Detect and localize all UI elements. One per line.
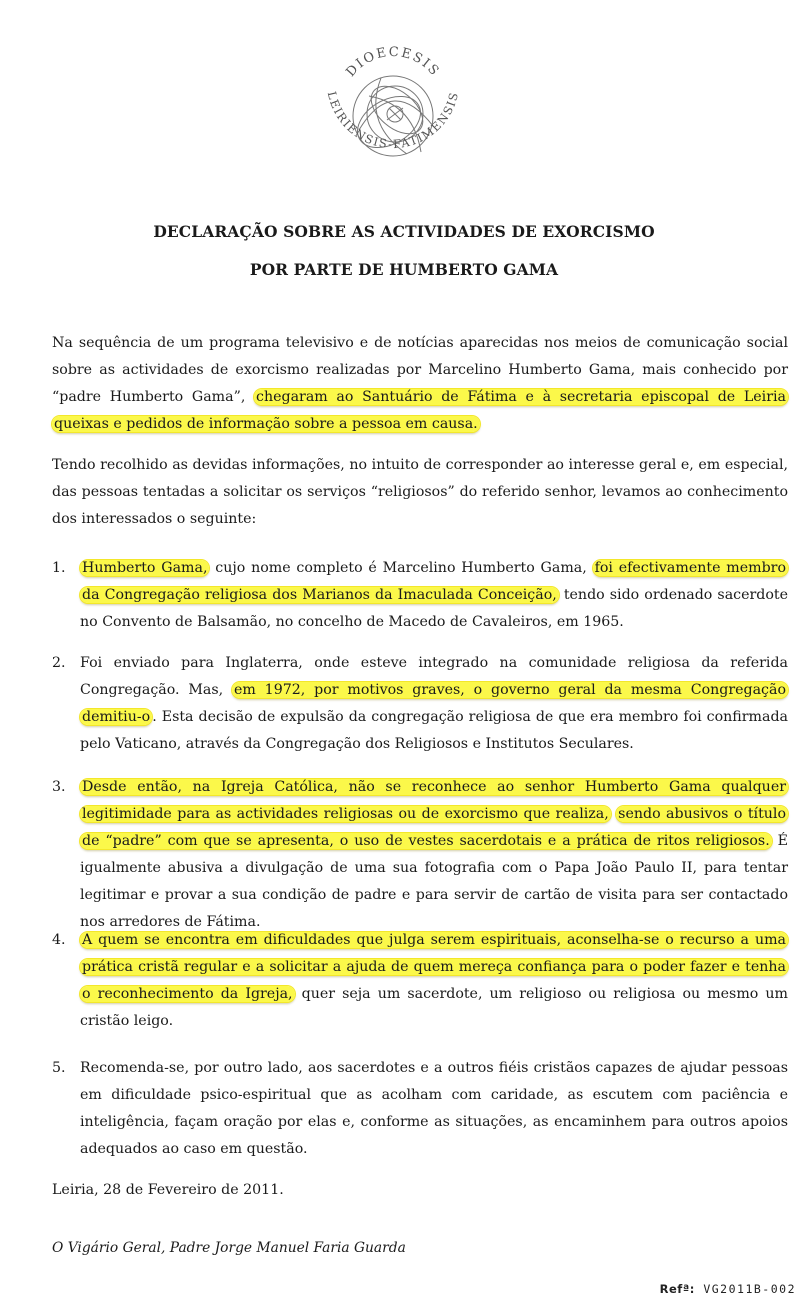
list-item-5	[52, 1055, 788, 1163]
title-line-1: DECLARAÇÃO SOBRE AS ACTIVIDADES DE EXORCISMO	[153, 222, 655, 241]
item-number: 5.	[52, 1060, 66, 1076]
list-item-4	[52, 927, 788, 1035]
highlighted-text: sendo abusivos o título de “padre” com que se apresenta, o uso de vestes sacerdotais e a prática de ritos religiosos.	[82, 806, 786, 849]
intro-text: Na sequência de um programa televisivo e de notícias aparecidas nos meios de comunicação social sobre as actividades de exorcismo realizadas por Marcelino Humberto Gama, mais conhecido por “padre Humberto Gama”,	[52, 335, 788, 405]
item-text: tendo sido ordenado sacerdote no Convento de Balsamão, no concelho de Macedo de Cavaleiros, em 1965.	[80, 587, 788, 630]
svg-text:DIOECESIS	[343, 45, 442, 80]
item-number: 1.	[52, 560, 66, 576]
highlighted-text: Desde então, na Igreja Católica, não se reconhece ao senhor Humberto Gama qualquer legitimidade para as actividades religiosas ou de exorcismo que realiza,	[82, 779, 786, 822]
place-date: Leiria, 28 de Fevereiro de 2011.	[52, 1182, 284, 1198]
item-text: . Esta decisão de expulsão da congregação religiosa de que era membro foi confirmada pelo Vaticano, através da Congregação dos Religiosos e Institutos Seculares.	[80, 709, 788, 752]
reference-code	[660, 1282, 796, 1296]
list-item-3	[52, 774, 788, 936]
reference-value: VG2011B-002	[703, 1282, 796, 1296]
list-item-2	[52, 650, 788, 758]
item-text: quer seja um sacerdote, um religioso ou religiosa ou mesmo um cristão leigo.	[80, 986, 788, 1029]
signature-line: O Vigário Geral, Padre Jorge Manuel Faria Guarda	[52, 1240, 406, 1256]
seal-bottom-text: LEIRIENSIS-FATIMENSIS	[324, 89, 462, 152]
item-text: Foi enviado para Inglaterra, onde esteve integrado na comunidade religiosa da referida Congregação. Mas,	[80, 655, 788, 698]
reference-label: Refª:	[659, 1282, 695, 1296]
highlighted-text: Humberto Gama,	[82, 560, 208, 576]
highlighted-text: A quem se encontra em dificuldades que julga serem espirituais, aconselha-se o recurso a uma prática cristã regular e a solicitar a ajuda de quem mereça confiança para o poder fazer e tenha o reconhecimento da Igreja,	[82, 932, 786, 1002]
item-text: Recomenda-se, por outro lado, aos sacerdotes e a outros fiéis cristãos capazes de ajudar pessoas em dificuldade psico-espiritual que as acolham com caridade, as escutem com paciência e inteligência, façam oração por elas e, conforme as situações, as encaminhem para outros apoios adequados ao caso em questão.	[80, 1060, 788, 1157]
item-number: 2.	[52, 655, 66, 671]
list-item-1	[52, 555, 788, 636]
seal-top-text: DIOECESIS	[343, 44, 443, 80]
svg-text:LEIRIENSIS-FATIMENSIS	[325, 90, 461, 151]
highlighted-text: chegaram ao Santuário de Fátima e à secretaria episcopal de Leiria queixas e pedidos de informação sobre a pessoa em causa.	[54, 389, 786, 432]
intro-paragraph-2: Tendo recolhido as devidas informações, no intuito de corresponder ao interesse geral e, em especial, das pessoas tentadas a solicitar os serviços “religiosos” do referido senhor, levamos ao conhecimento dos interessados o seguinte:	[52, 457, 788, 527]
item-number: 4.	[52, 932, 66, 948]
seal-emblem-icon	[323, 34, 463, 186]
item-text: É igualmente abusiva a divulgação de uma sua fotografia com o Papa João Paulo II, para tentar legitimar e provar a sua condição de padre e para servir de cartão de visita para ser contactado nos arredores de Fátima.	[80, 833, 789, 930]
intro-paragraph-1	[52, 330, 788, 438]
item-number: 3.	[52, 779, 66, 795]
item-text: cujo nome completo é Marcelino Humberto Gama,	[209, 560, 593, 576]
diocese-seal	[323, 34, 463, 186]
highlighted-text: foi efectivamente membro da Congregação religiosa dos Marianos da Imaculada Conceição,	[82, 560, 786, 603]
highlighted-text: em 1972, por motivos graves, o governo geral da mesma Congregação demitiu-o	[82, 682, 786, 725]
title-line-2: POR PARTE DE HUMBERTO GAMA	[249, 260, 559, 279]
